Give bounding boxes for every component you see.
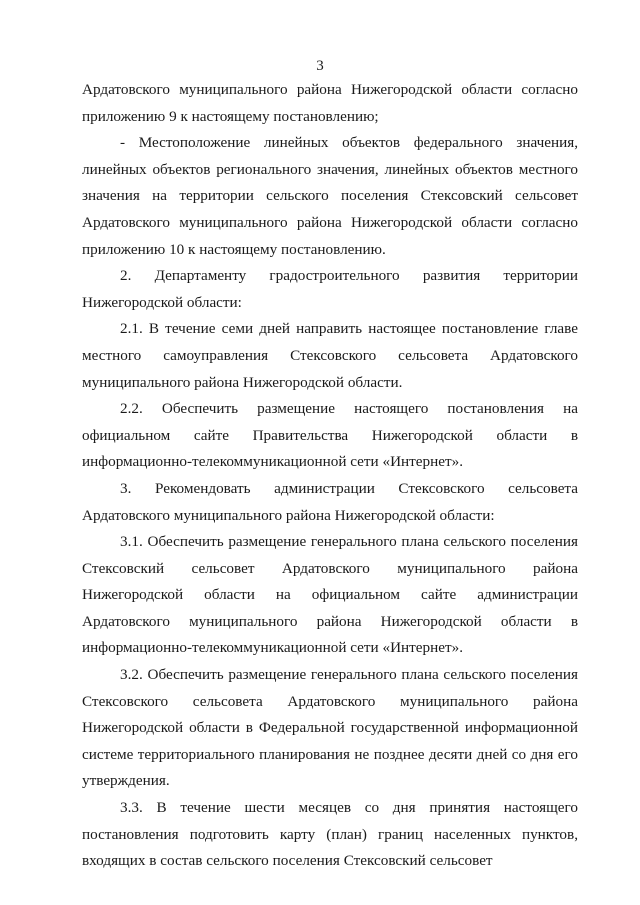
paragraph-2: - Местоположение линейных объектов федерального значения, линейных объектов регионального значения, линейных объектов местного значения на территории сельского поселения Стексовский сельсовет Ардатовского муниципального района Нижегородской области согласно приложению 10 к настоящему постановлению. xyxy=(82,134,578,258)
document-body xyxy=(82,77,578,875)
paragraph-5: 2.2. Обеспечить размещение настоящего постановления на официальном сайте Правительства Нижегородской области в информационно-телекоммуникационной сети «Интернет». xyxy=(82,400,578,471)
paragraph-9: 3.3. В течение шести месяцев со дня принятия настоящего постановления подготовить карту (план) границ населенных пунктов, входящих в состав сельского поселения Стексовский сельсовет xyxy=(82,799,578,870)
paragraph-4: 2.1. В течение семи дней направить настоящее постановление главе местного самоуправления Стексовского сельсовета Ардатовского муниципального района Нижегородской области. xyxy=(82,320,578,391)
paragraph-6: 3. Рекомендовать администрации Стексовского сельсовета Ардатовского муниципального района Нижегородской области: xyxy=(82,479,578,524)
paragraph-8: 3.2. Обеспечить размещение генерального плана сельского поселения Стексовского сельсовета Ардатовского муниципального района Нижегородской области в Федеральной государственной информационной системе территориального планирования не позднее десяти дней со дня его утверждения. xyxy=(82,666,578,790)
paragraph-7: 3.1. Обеспечить размещение генерального плана сельского поселения Стексовский сельсовет Ардатовского муниципального района Нижегородской области на официальном сайте администрации Ардатовского муниципального района Нижегородской области в информационно-телекоммуникационной сети «Интернет». xyxy=(82,533,578,657)
paragraph-1: Ардатовского муниципального района Нижегородской области согласно приложению 9 к настоящему постановлению; xyxy=(82,81,578,125)
page-number: 3 xyxy=(316,58,324,74)
paragraph-3: 2. Департаменту градостроительного развития территории Нижегородской области: xyxy=(82,267,578,311)
